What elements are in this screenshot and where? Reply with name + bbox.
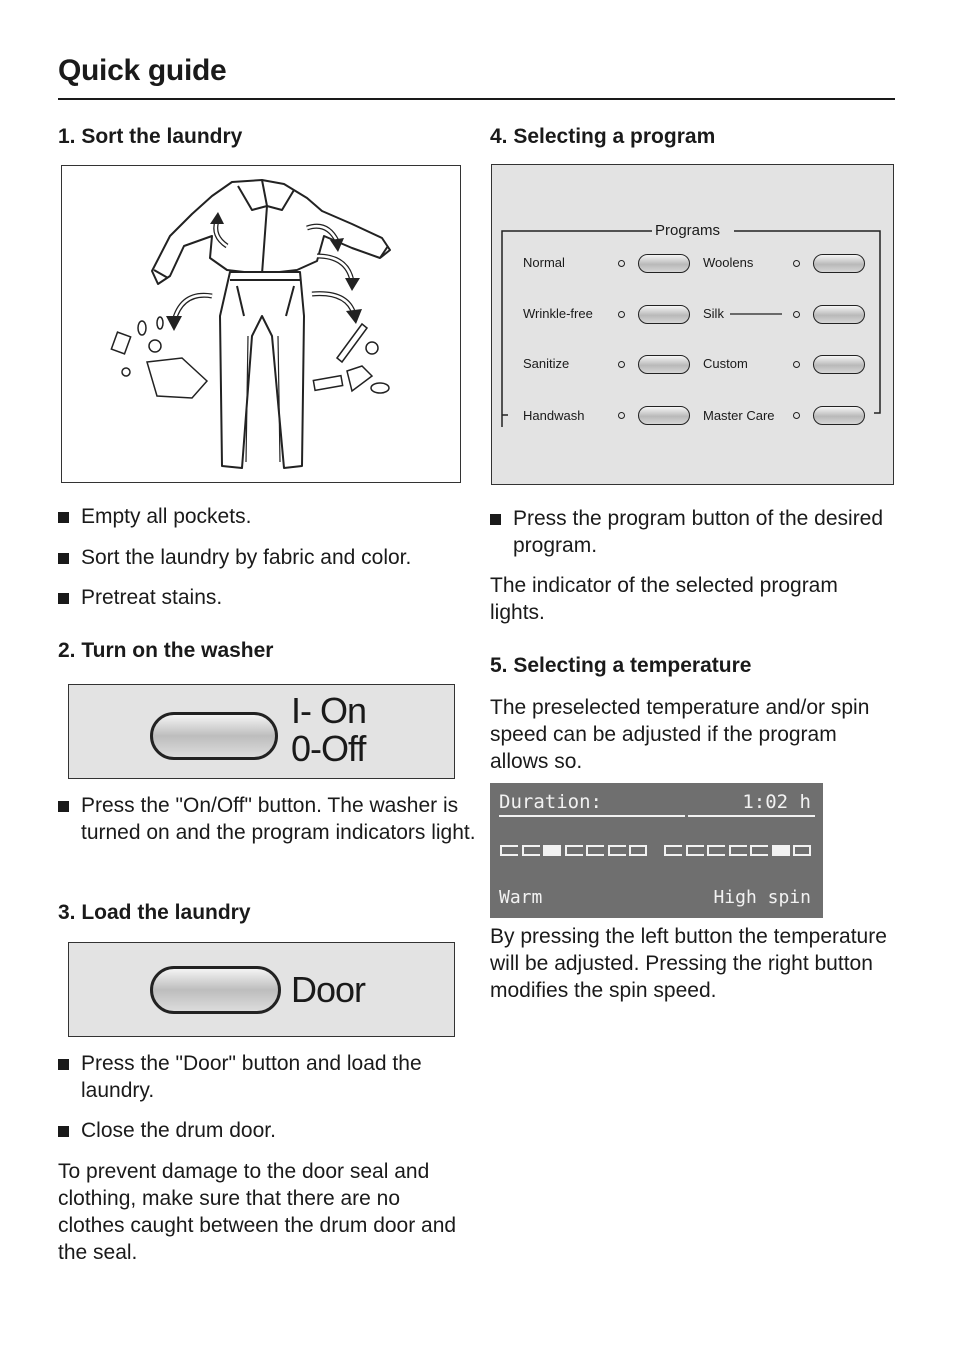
laundry-illustration: [61, 165, 461, 483]
temperature-segment: [543, 845, 561, 856]
section-1-heading: 1. Sort the laundry: [58, 125, 243, 148]
indicator-note: The indicator of the selected program lights.: [490, 574, 838, 624]
list-item: Close the drum door.: [58, 1117, 276, 1144]
door-panel: [68, 942, 455, 1037]
temperature-segment: [629, 845, 647, 856]
bullet-square-icon: [58, 593, 69, 604]
program-indicator-icon: [793, 412, 800, 419]
off-label: 0-Off: [291, 728, 366, 769]
program-label: Custom: [703, 356, 748, 371]
door-label: Door: [291, 969, 366, 1010]
duration-label: Duration:: [499, 791, 602, 813]
door-seal-note: To prevent damage to the door seal and clothing, make sure that there are no clothes caught between the drum door and the seal.: [58, 1160, 457, 1264]
list-item: Press the program button of the desired program.: [490, 505, 913, 559]
duration-value: 1:02 h: [742, 791, 811, 813]
section-5-heading: 5. Selecting a temperature: [490, 654, 752, 677]
programs-panel: [491, 164, 894, 485]
page-title: Quick guide: [58, 54, 227, 87]
programs-bracket: [492, 165, 892, 483]
program-button-wrinkle-free[interactable]: [638, 305, 690, 324]
section-2-heading: 2. Turn on the washer: [58, 639, 274, 662]
bullet-square-icon: [58, 1059, 69, 1070]
spin-segment: [729, 845, 747, 856]
spin-segment: [750, 845, 768, 856]
bullet-square-icon: [58, 801, 69, 812]
bullet-square-icon: [58, 512, 69, 523]
list-item: Press the "On/Off" button. The washer is turned on and the program indicators light.: [58, 792, 491, 846]
door-button[interactable]: [150, 966, 281, 1014]
spin-segment: [664, 845, 682, 856]
program-button-woolens[interactable]: [813, 254, 865, 273]
program-button-custom[interactable]: [813, 355, 865, 374]
title-rule: [58, 98, 895, 100]
program-label: Normal: [523, 255, 565, 270]
program-button-silk[interactable]: [813, 305, 865, 324]
program-button-sanitize[interactable]: [638, 355, 690, 374]
program-indicator-icon: [793, 311, 800, 318]
spin-segment: [793, 845, 811, 856]
program-indicator-icon: [618, 260, 625, 267]
program-button-normal[interactable]: [638, 254, 690, 273]
list-item: Sort the laundry by fabric and color.: [58, 544, 411, 571]
list-item: Empty all pockets.: [58, 503, 251, 530]
list-item: Press the "Door" button and load the laundry.: [58, 1050, 491, 1104]
temperature-label: Warm: [499, 887, 543, 908]
list-item: Pretreat stains.: [58, 584, 222, 611]
spin-segment: [707, 845, 725, 856]
program-indicator-icon: [618, 361, 625, 368]
temperature-intro: The preselected temperature and/or spin speed can be adjusted if the program allows so.: [490, 696, 870, 773]
on-off-panel: [68, 684, 455, 779]
temperature-segment: [522, 845, 540, 856]
program-label: Wrinkle-free: [523, 306, 593, 321]
on-label: I- On: [291, 690, 367, 731]
duration-underline: [688, 815, 815, 817]
program-indicator-icon: [793, 361, 800, 368]
temperature-segment: [608, 845, 626, 856]
lcd-display: [490, 783, 823, 918]
program-label: Master Care: [703, 408, 775, 423]
program-label: Sanitize: [523, 356, 570, 371]
spin-segment: [686, 845, 704, 856]
temperature-segment: [500, 845, 518, 856]
program-label: Silk: [703, 306, 724, 321]
program-label: Woolens: [703, 255, 754, 270]
program-button-master-care[interactable]: [813, 406, 865, 425]
program-indicator-icon: [618, 412, 625, 419]
on-off-button[interactable]: [150, 712, 278, 760]
program-label: Handwash: [523, 408, 585, 423]
bullet-square-icon: [58, 1126, 69, 1137]
program-indicator-icon: [618, 311, 625, 318]
bullet-square-icon: [58, 553, 69, 564]
button-explanation: By pressing the left button the temperature will be adjusted. Pressing the right button modifies the spin speed.: [490, 925, 887, 1002]
section-4-heading: 4. Selecting a program: [490, 125, 716, 148]
programs-title: Programs: [655, 222, 721, 239]
bullet-square-icon: [490, 514, 501, 525]
spin-label: High spin: [713, 887, 811, 908]
duration-underline: [499, 815, 685, 817]
program-button-handwash[interactable]: [638, 406, 690, 425]
program-indicator-icon: [793, 260, 800, 267]
temperature-segment: [565, 845, 583, 856]
temperature-segment: [586, 845, 604, 856]
spin-segment: [772, 845, 790, 856]
clothing-pockets-icon: [62, 166, 459, 481]
section-3-heading: 3. Load the laundry: [58, 901, 251, 924]
